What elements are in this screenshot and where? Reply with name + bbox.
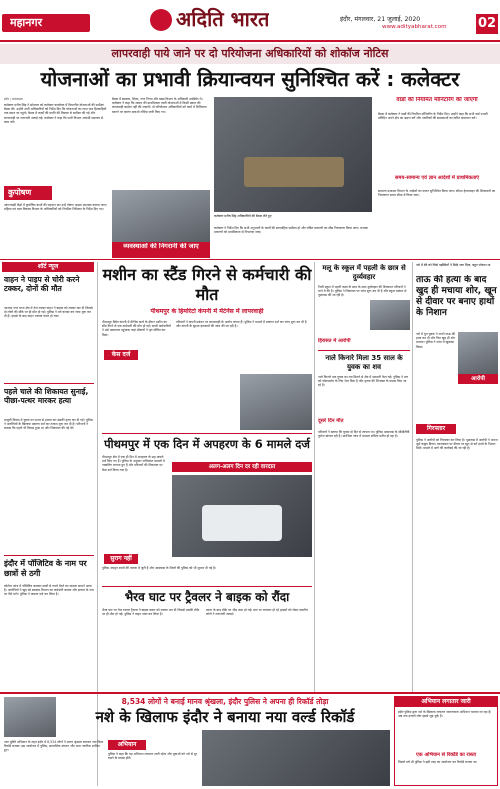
mid-rule-1	[102, 433, 312, 434]
midright-rule	[318, 350, 410, 351]
meeting-table	[244, 157, 344, 187]
midright-divider	[314, 262, 315, 692]
mid-body-2: पीथमपुर क्षेत्र में एक ही दिन में अपहरण के छह मामले दर्ज किए गए हैं। पुलिस के अनुसार अधिकांश मामलों में नाबालिग लापता हुए हैं और परिजनों की शिकायत पर केस दर्ज किया गया है।	[102, 455, 165, 472]
left-body-1: आजाद नगर थाना क्षेत्र में तेज रफ्तार वाहन ने बाइक को टक्कर मार दी जिससे दो लोगों की मौके पर ही मौत हो गई। पुलिस ने मर्ग कायम कर जांच शुरू कर दी है। हादसे के बाद वाहन चालक फरार हो गया।	[4, 306, 93, 319]
right-divider	[412, 262, 413, 692]
lead-rule	[0, 259, 500, 260]
mid-photo-2	[172, 475, 312, 557]
midright-body-1: निजी स्कूल में पहली कक्षा के छात्र के साथ दुर्व्यवहार की शिकायत परिजनों ने थाने में की है। पुलिस ने शिकायत पर जांच शुरू कर दी है और स्कूल प्रबंधन से पूछताछ की जा रही है।	[318, 285, 407, 298]
lead-photo-caption: कलेक्टर मनीष सिंह अधिकारियों की बैठक लेते हुए	[214, 214, 272, 218]
right-photo-cap: आरोपी	[471, 376, 485, 382]
lead-photo	[214, 97, 372, 212]
mid-headline-2: पीथमपुर में एक दिन में अपहरण के 6 मामले दर्ज	[104, 437, 310, 451]
mid-photo-1	[240, 374, 312, 430]
right-top-kicker: नशे में बेटे को जिसे पड़ोसियों ने सिर्फ़ भगा दिया, बहुत परेशान था	[416, 263, 491, 267]
masthead-rule	[0, 40, 500, 42]
left-headline-3: इंदौर में पॉजिटिव के नाम पर छात्रों से ठगी	[4, 559, 87, 578]
bottom-body-1: नशा मुक्ति अभियान के तहत इंदौर में 8,534 लोगों ने मानव श्रृंखला बनाकर नया विश्व रिकॉर्ड बनाया। इस आयोजन में पुलिस, सामाजिक संगठन और आम नागरिक शामिल हुए।	[4, 740, 104, 753]
lead-body-col3: कलेक्टर ने निर्देश दिए कि सभी अनुभागों के कार्यों की साप्ताहिक समीक्षा हो और लंबित प्रकरणों का शीघ्र निराकरण किया जाए। राजस्व प्रकरणों को प्राथमिकता से निपटाया जाए।	[214, 226, 368, 235]
left-body-2: मामूली विवाद में युवक पर पत्थर से हमला कर उसकी हत्या कर दी गई। पुलिस ने आरोपियों के खिलाफ प्रकरण दर्ज कर तलाश शुरू कर दी है। परिजनों ने बताया कि पहले भी विवाद हुआ था और शिकायत की गई थी।	[4, 418, 93, 431]
mid-tag-1: केस दर्ज	[104, 350, 138, 360]
bottom-tag: अभियान	[108, 740, 146, 750]
mid-body-1a: पीथमपुर स्थित कंपनी में मेंटेनेंस कार्य के दौरान मशीन का स्टैंड गिरने से एक कर्मचारी की मौत हो गई। साथी कर्मचारियों ने उसे अस्पताल पहुंचाया जहां डॉक्टरों ने मृत घोषित कर दिया।	[102, 320, 171, 337]
right-headline: ताऊ की हत्या के बाद खुद ही मचाया शोर, खून से दीवार पर बनाए हाथों के निशान	[416, 275, 497, 318]
lead-inset-photo	[112, 190, 210, 242]
lead-sidebar-body1: बैठक में कलेक्टर ने वार्डों की नियमित मॉनिटरिंग के निर्देश दिए। उन्होंने कहा कि सभी वार्ड प्रभारी प्रतिदिन अपने क्षेत्र का भ्रमण करें और नागरिकों की समस्याओं का त्वरित समाधान करें।	[378, 112, 488, 121]
date-line: इंदौर, मंगलवार, 21 जुलाई, 2020	[340, 16, 421, 23]
brand-name: अदिति भारत	[176, 7, 270, 31]
midright-photo	[370, 300, 410, 330]
bottom-headline: नशे के खिलाफ इंदौर ने बनाया नया वर्ल्ड रिकॉर्ड	[95, 708, 355, 726]
mid-body-1b: परिजनों ने कंपनी प्रबंधन पर लापरवाही के आरोप लगाए हैं। पुलिस ने मामले में प्रकरण दर्ज कर जांच शुरू कर दी है और कंपनी के सुरक्षा इंतजामों की जांच की जा रही है।	[176, 320, 307, 329]
bottom-side-title: अभियान लगातार जारी	[395, 697, 497, 707]
lead-sidebar-head: वार्डों की नियमित मॉनिटरिंग की जाएगी	[396, 97, 478, 103]
section-title: महानगर	[10, 16, 43, 29]
right-body-2: पुलिस ने आरोपी को गिरफ्तार कर लिया है। पूछताछ में आरोपी ने अपना जुर्म कबूल किया। घटनास्थल पर दीवार पर खून से बने हाथों के निशान मिले। मामले में आगे की कार्रवाई की जा रही है।	[416, 438, 498, 451]
midright-mini-1: हिरासत में आरोपी	[318, 338, 351, 344]
midright-headline-1: मलू के स्कूल में पहली के छात्र से दुर्व्यवहार	[322, 264, 406, 281]
left-headline-2: पहले चाले की शिकायत सुनाई, पीछा-पत्थर मारकर हत्या	[4, 387, 89, 405]
midright-mini-2: दूसरे दिन मौत	[318, 418, 344, 424]
lead-caption: व्यवस्थाओं की निगरानी की जाए	[123, 243, 199, 250]
mid-headline-3: भैरव घाट पर ट्रैवलर ने बाइक को रौंदा	[124, 590, 290, 604]
bottom-kicker: 8,534 लोगों ने बनाई मानव श्रृंखला, इंदौर पुलिस ने अपना ही रिकॉर्ड तोड़ा	[121, 697, 329, 706]
bottom-rule	[0, 692, 500, 694]
bottom-body-2: पुलिस ने कहा कि यह अभियान लगातार जारी रहेगा और युवाओं को नशे से दूर रखने के प्रयास होंगे।	[108, 752, 197, 761]
midright-headline-2: नाले किनारे मिला 35 साल के युवक का शव	[325, 354, 403, 371]
brand-logo	[150, 5, 310, 35]
right-tag: गिरफ्तार	[416, 424, 456, 434]
bottom-photo-left	[4, 697, 56, 737]
masthead	[0, 0, 500, 40]
bottom-side-sub: एक अभियान से रिकॉर्ड का रास्ता	[415, 752, 476, 758]
police-vehicle	[202, 505, 282, 541]
mid-body-3: भैरव घाट पर तेज रफ्तार ट्रैवलर ने बाइक सवार को टक्कर मार दी जिससे उसकी मौके पर ही मौत हो गई। पुलिस ने वाहन जब्त कर लिया है।	[102, 608, 200, 617]
lead-body-col1b: आंगनवाड़ी केंद्रों में कुपोषित बच्चों की पहचान कर उन्हें पोषण आहार उपलब्ध कराया जाए। महिला एवं बाल विकास विभाग के अधिकारियों को नियमित निरीक्षण के निर्देश दिए गए।	[4, 203, 107, 212]
left-rule-2	[4, 555, 94, 556]
mid-headline-1: मशीन का स्टैंड गिरने से कर्मचारी की मौत	[102, 265, 312, 304]
bottom-side-body2: पिछले वर्ष भी पुलिस ने इसी तरह का आयोजन कर रिकॉर्ड बनाया था।	[398, 760, 478, 764]
left-rule-1	[4, 383, 94, 384]
lead-byline: इंदौर | संवाददाता	[4, 97, 23, 101]
bottom-side-body: इंदौर पुलिस द्वारा नशे के खिलाफ लगातार जागरूकता अभियान चलाया जा रहा है। अब तक हजारों लोग इससे जुड़ चुके हैं।	[398, 710, 492, 719]
lead-headline: योजनाओं का प्रभावी क्रियान्वयन सुनिश्चित करें : कलेक्टर	[40, 67, 460, 91]
midright-body-3: परिजनों ने बताया कि युवक दो दिन से लापता था। पुलिस आसपास के सीसीटीवी फुटेज खंगाल रही है। प्रारंभिक जांच में मामला संदिग्ध प्रतीत हो रहा है।	[318, 430, 410, 439]
page-number: 02	[476, 14, 498, 34]
kuposhan-label: कुपोषण	[8, 188, 32, 197]
right-body-1: नशे में धुत युवक ने अपने ताऊ की हत्या कर दी और फिर खुद ही शोर मचाया। पुलिस ने जांच में खुलासा किया।	[416, 332, 455, 349]
mid-tag-2: सुराग नहीं	[104, 554, 138, 564]
bottom-photo-main	[202, 730, 390, 786]
top-brief-headline: लापरवाही पाये जाने पर दो परियोजना अधिकारियों को शोकॉज नोटिस	[111, 47, 389, 60]
short-news-title: शॉर्ट न्यूज	[2, 262, 94, 272]
mid-body-3b: घटना के बाद मौके पर भीड़ जमा हो गई। घाट पर लगातार हो रहे हादसों को लेकर स्थानीय लोगों ने नाराजगी जताई।	[206, 608, 308, 617]
left-headline-1: वाहन ने पाइप से चोरी करने टक्कर, दोनों की मौत	[4, 275, 80, 293]
lead-body-col1: कलेक्टर मनीष सिंह ने सोमवार को कलेक्टर कार्यालय में विभागीय योजनाओं की समीक्षा बैठक ली। उन्होंने सभी अधिकारियों को निर्देश दिए कि योजनाओं का लाभ पात्र हितग्राहियों तक समय पर पहुंचे। बैठक में कार्यों की प्रगति की विस्तार से समीक्षा की गई और लापरवाही पर नाराजगी जताई गई। कलेक्टर ने कहा कि सभी विभाग आपसी समन्वय से काम करें।	[4, 103, 107, 124]
mid-body-2b: पुलिस अपहृत बच्चों की तलाश में जुटी है और आसपास के जिलों की पुलिस को भी सूचना दी गई है।	[102, 566, 217, 570]
mid-band-2: अलग-अलग दिन दर रही वारदात	[208, 464, 276, 470]
mid-sub-1: पीथमपुर के हिमोरेटो कंपनी में मेंटेनेंस में लापरवाही	[150, 308, 264, 315]
lead-sidebar-body2: सामान्य प्रशासन विभाग के आदेशों का पालन सुनिश्चित किया जाए। सीएम हेल्पलाइन की शिकायतों का निराकरण समय सीमा में किया जाए।	[378, 189, 496, 198]
lead-sidebar-sub: समय-सामान्य एवं ज्ञान आदेशों में प्राथमिकताएं	[394, 175, 480, 181]
right-accused-photo	[458, 332, 498, 374]
lead-body-col2: बैठक में स्वास्थ्य, शिक्षा, नगर निगम और खाद्य विभाग के अधिकारी उपस्थित थे। कलेक्टर ने कहा कि शासन की प्राथमिकता वाली योजनाओं में किसी प्रकार की लापरवाही बर्दाश्त नहीं की जाएगी। दो परियोजना अधिकारियों को कार्य में शिथिलता बरतने पर कारण बताओ नोटिस जारी किए गए।	[112, 97, 207, 114]
brand-logo-mark	[150, 9, 172, 31]
left-body-3: कोरोना जांच में पॉजिटिव बताकर छात्रों से रुपये ऐंठने का मामला सामने आया है। आरोपियों ने खुद को स्वास्थ्य विभाग का कर्मचारी बताया और इलाज के नाम पर पैसे मांगे। पुलिस ने मामला दर्ज कर लिया है।	[4, 584, 94, 597]
midright-body-2: नाले किनारे एक युवक का शव मिलने से क्षेत्र में सनसनी फैल गई। पुलिस ने शव को पोस्टमार्टम के लिए भेज दिया है और मृतक की शिनाख्त के प्रयास किए जा रहे हैं।	[318, 375, 408, 388]
site-url: www.adityabharat.com	[382, 24, 447, 30]
mid-rule-2	[102, 586, 312, 587]
